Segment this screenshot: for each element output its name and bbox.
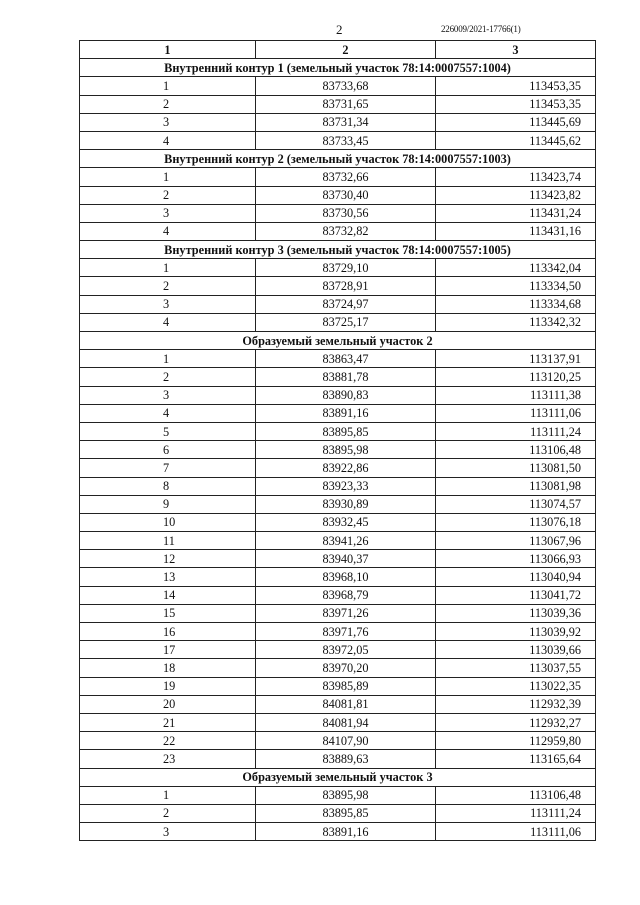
section-title: Образуемый земельный участок 2 <box>80 332 596 350</box>
point-number-cell: 20 <box>80 695 256 713</box>
table-row <box>80 186 596 204</box>
y-coordinate-cell: 112932,27 <box>436 713 596 731</box>
y-coordinate-cell: 113041,72 <box>436 586 596 604</box>
x-coordinate-cell: 83724,97 <box>256 295 436 313</box>
y-coordinate-cell: 113076,18 <box>436 513 596 531</box>
y-coordinate-cell: 112959,80 <box>436 732 596 750</box>
x-coordinate-cell: 83941,26 <box>256 532 436 550</box>
y-coordinate-cell: 113039,92 <box>436 623 596 641</box>
x-coordinate-cell: 84107,90 <box>256 732 436 750</box>
point-number-cell: 17 <box>80 641 256 659</box>
table-row <box>80 259 596 277</box>
x-coordinate-cell: 83889,63 <box>256 750 436 768</box>
x-coordinate-cell: 83971,76 <box>256 623 436 641</box>
x-coordinate-cell: 83730,40 <box>256 186 436 204</box>
point-number-cell: 2 <box>80 368 256 386</box>
y-coordinate-cell: 113342,04 <box>436 259 596 277</box>
point-number-cell: 1 <box>80 259 256 277</box>
table-row <box>80 513 596 531</box>
section-header-row <box>80 332 596 350</box>
table-body <box>80 59 596 841</box>
x-coordinate-cell: 83971,26 <box>256 604 436 622</box>
x-coordinate-cell: 83930,89 <box>256 495 436 513</box>
point-number-cell: 3 <box>80 295 256 313</box>
x-coordinate-cell: 83730,56 <box>256 204 436 222</box>
x-coordinate-cell: 83731,65 <box>256 95 436 113</box>
x-coordinate-cell: 83733,45 <box>256 131 436 149</box>
x-coordinate-cell: 83895,98 <box>256 441 436 459</box>
table-row <box>80 95 596 113</box>
column-header-point: 1 <box>80 41 256 59</box>
y-coordinate-cell: 113039,66 <box>436 641 596 659</box>
y-coordinate-cell: 113431,24 <box>436 204 596 222</box>
table-row <box>80 823 596 841</box>
y-coordinate-cell: 113445,69 <box>436 113 596 131</box>
table-row <box>80 386 596 404</box>
point-number-cell: 9 <box>80 495 256 513</box>
x-coordinate-cell: 83895,98 <box>256 786 436 804</box>
point-number-cell: 2 <box>80 95 256 113</box>
x-coordinate-cell: 83895,85 <box>256 422 436 440</box>
table-row <box>80 495 596 513</box>
section-header-row <box>80 59 596 77</box>
point-number-cell: 12 <box>80 550 256 568</box>
y-coordinate-cell: 113111,06 <box>436 823 596 841</box>
y-coordinate-cell: 113074,57 <box>436 495 596 513</box>
y-coordinate-cell: 113111,24 <box>436 422 596 440</box>
table-header-row <box>80 41 596 59</box>
table-row <box>80 131 596 149</box>
y-coordinate-cell: 113081,98 <box>436 477 596 495</box>
y-coordinate-cell: 113111,24 <box>436 804 596 822</box>
y-coordinate-cell: 113039,36 <box>436 604 596 622</box>
table-row <box>80 277 596 295</box>
table-row <box>80 713 596 731</box>
x-coordinate-cell: 83732,82 <box>256 222 436 240</box>
point-number-cell: 11 <box>80 532 256 550</box>
point-number-cell: 23 <box>80 750 256 768</box>
point-number-cell: 5 <box>80 422 256 440</box>
point-number-cell: 3 <box>80 386 256 404</box>
table-row <box>80 113 596 131</box>
y-coordinate-cell: 113445,62 <box>436 131 596 149</box>
y-coordinate-cell: 113165,64 <box>436 750 596 768</box>
x-coordinate-cell: 84081,81 <box>256 695 436 713</box>
table-row <box>80 604 596 622</box>
table-row <box>80 295 596 313</box>
point-number-cell: 4 <box>80 222 256 240</box>
x-coordinate-cell: 83968,79 <box>256 586 436 604</box>
x-coordinate-cell: 83729,10 <box>256 259 436 277</box>
point-number-cell: 3 <box>80 204 256 222</box>
table-row <box>80 641 596 659</box>
y-coordinate-cell: 113111,38 <box>436 386 596 404</box>
point-number-cell: 1 <box>80 168 256 186</box>
table-row <box>80 422 596 440</box>
section-title: Внутренний контур 2 (земельный участок 78:14:0007557:1003) <box>80 150 596 168</box>
point-number-cell: 2 <box>80 804 256 822</box>
point-number-cell: 1 <box>80 77 256 95</box>
section-title: Образуемый земельный участок 3 <box>80 768 596 786</box>
table-row <box>80 77 596 95</box>
x-coordinate-cell: 83972,05 <box>256 641 436 659</box>
section-header-row <box>80 241 596 259</box>
x-coordinate-cell: 83922,86 <box>256 459 436 477</box>
table-row <box>80 804 596 822</box>
x-coordinate-cell: 83863,47 <box>256 350 436 368</box>
point-number-cell: 10 <box>80 513 256 531</box>
y-coordinate-cell: 113334,68 <box>436 295 596 313</box>
point-number-cell: 22 <box>80 732 256 750</box>
y-coordinate-cell: 113334,50 <box>436 277 596 295</box>
x-coordinate-cell: 83985,89 <box>256 677 436 695</box>
table-row <box>80 477 596 495</box>
point-number-cell: 3 <box>80 113 256 131</box>
x-coordinate-cell: 83731,34 <box>256 113 436 131</box>
section-header-row <box>80 768 596 786</box>
y-coordinate-cell: 113111,06 <box>436 404 596 422</box>
x-coordinate-cell: 83891,16 <box>256 404 436 422</box>
point-number-cell: 16 <box>80 623 256 641</box>
table-row <box>80 586 596 604</box>
point-number-cell: 6 <box>80 441 256 459</box>
section-header-row <box>80 150 596 168</box>
x-coordinate-cell: 83725,17 <box>256 313 436 331</box>
table-row <box>80 568 596 586</box>
point-number-cell: 21 <box>80 713 256 731</box>
point-number-cell: 1 <box>80 350 256 368</box>
table-row <box>80 441 596 459</box>
table-row <box>80 459 596 477</box>
x-coordinate-cell: 83932,45 <box>256 513 436 531</box>
point-number-cell: 3 <box>80 823 256 841</box>
x-coordinate-cell: 83732,66 <box>256 168 436 186</box>
table-row <box>80 368 596 386</box>
table-row <box>80 677 596 695</box>
table-row <box>80 732 596 750</box>
y-coordinate-cell: 113137,91 <box>436 350 596 368</box>
table-row <box>80 313 596 331</box>
column-header-x: 2 <box>256 41 436 59</box>
x-coordinate-cell: 83970,20 <box>256 659 436 677</box>
table-row <box>80 222 596 240</box>
y-coordinate-cell: 113431,16 <box>436 222 596 240</box>
table-row <box>80 550 596 568</box>
table-row <box>80 204 596 222</box>
y-coordinate-cell: 113453,35 <box>436 77 596 95</box>
point-number-cell: 2 <box>80 186 256 204</box>
point-number-cell: 19 <box>80 677 256 695</box>
y-coordinate-cell: 113066,93 <box>436 550 596 568</box>
x-coordinate-cell: 83923,33 <box>256 477 436 495</box>
point-number-cell: 13 <box>80 568 256 586</box>
x-coordinate-cell: 83940,37 <box>256 550 436 568</box>
x-coordinate-cell: 83733,68 <box>256 77 436 95</box>
x-coordinate-cell: 83890,83 <box>256 386 436 404</box>
point-number-cell: 15 <box>80 604 256 622</box>
point-number-cell: 8 <box>80 477 256 495</box>
y-coordinate-cell: 113342,32 <box>436 313 596 331</box>
page-number: 2 <box>336 22 343 37</box>
y-coordinate-cell: 113037,55 <box>436 659 596 677</box>
y-coordinate-cell: 113106,48 <box>436 441 596 459</box>
table-row <box>80 350 596 368</box>
table-row <box>80 750 596 768</box>
y-coordinate-cell: 113106,48 <box>436 786 596 804</box>
point-number-cell: 7 <box>80 459 256 477</box>
coordinates-table <box>79 40 596 841</box>
point-number-cell: 2 <box>80 277 256 295</box>
x-coordinate-cell: 83968,10 <box>256 568 436 586</box>
y-coordinate-cell: 112932,39 <box>436 695 596 713</box>
x-coordinate-cell: 83881,78 <box>256 368 436 386</box>
point-number-cell: 14 <box>80 586 256 604</box>
y-coordinate-cell: 113120,25 <box>436 368 596 386</box>
y-coordinate-cell: 113022,35 <box>436 677 596 695</box>
table-row <box>80 168 596 186</box>
y-coordinate-cell: 113453,35 <box>436 95 596 113</box>
point-number-cell: 4 <box>80 313 256 331</box>
y-coordinate-cell: 113081,50 <box>436 459 596 477</box>
point-number-cell: 4 <box>80 131 256 149</box>
x-coordinate-cell: 83895,85 <box>256 804 436 822</box>
table-row <box>80 404 596 422</box>
y-coordinate-cell: 113067,96 <box>436 532 596 550</box>
table-row <box>80 623 596 641</box>
table-row <box>80 659 596 677</box>
section-title: Внутренний контур 1 (земельный участок 78:14:0007557:1004) <box>80 59 596 77</box>
table-row <box>80 786 596 804</box>
x-coordinate-cell: 84081,94 <box>256 713 436 731</box>
point-number-cell: 4 <box>80 404 256 422</box>
y-coordinate-cell: 113423,74 <box>436 168 596 186</box>
section-title: Внутренний контур 3 (земельный участок 78:14:0007557:1005) <box>80 241 596 259</box>
x-coordinate-cell: 83891,16 <box>256 823 436 841</box>
document-id: 226009/2021-17766(1) <box>441 24 521 34</box>
column-header-y: 3 <box>436 41 596 59</box>
y-coordinate-cell: 113423,82 <box>436 186 596 204</box>
table-row <box>80 532 596 550</box>
point-number-cell: 1 <box>80 786 256 804</box>
point-number-cell: 18 <box>80 659 256 677</box>
y-coordinate-cell: 113040,94 <box>436 568 596 586</box>
table-row <box>80 695 596 713</box>
x-coordinate-cell: 83728,91 <box>256 277 436 295</box>
